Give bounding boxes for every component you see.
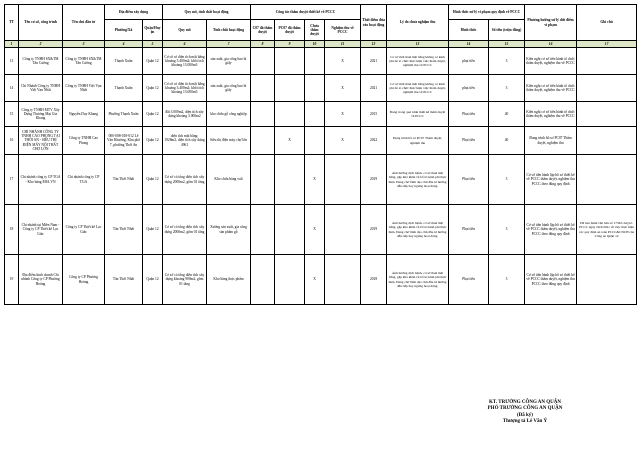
cell-scale: Cơ sở có diện tích mặt bằng khoảng 3.400m2; khối tích khoảng 13.000m3 [163,48,207,75]
header-note: Ghi chú [577,5,637,41]
column-index-14: 14 [449,41,489,48]
cell-name: Địa điểm kinh doanh Chi nhánh Công ty CP Phương Hoàng [19,255,63,305]
cell-name: Chi nhánh tại Miền Nam - Công ty CP Thiết kế Lạc Giác [19,205,63,255]
cell-district: Quận 12 [143,127,163,155]
cell-tt: 13 [5,48,19,75]
cell-amount: 3 [489,155,525,205]
cell-district: Quận 12 [143,48,163,75]
cell-nature: Kho chứa hàng vali [207,155,251,205]
subheader-4: C07 đã thẩm duyệt [251,20,275,41]
cell-pc07 [275,155,305,205]
cell-form: Phạt tiền [449,127,489,155]
cell-pc07 [275,75,305,102]
column-index-9: 9 [275,41,305,48]
cell-pc07 [275,255,305,305]
cell-amount: 3 [489,205,525,255]
signature-block [440,400,610,426]
header-location: Địa điểm xây dựng [105,5,163,20]
header-time: Thời điểm đưa vào hoạt động [361,5,387,41]
cell-none [305,127,325,155]
cell-scale: Cơ sở có tổng diện tích xây dựng khoảng 900m2, gồm 01 tầng [163,255,207,305]
cell-accept [325,205,361,255]
subheader-8: Hình thức [449,20,489,41]
cell-note [577,127,637,155]
cell-pc07 [275,102,305,127]
cell-plan: Cơ sở tiến hành lập hồ sơ thiết kế về PCCC thẩm duyệt, nghiệm thu PCCC theo đúng quy định [525,155,577,205]
pccc-report-table [4,4,637,305]
document-sheet [4,4,636,305]
column-index-11: 11 [325,41,361,48]
column-index-3: 3 [63,41,105,48]
cell-reason: Cơ sở mới thuê mặt bằng không có kinh phí để tổ chức thực hiện việc thẩm duyệt, nghiệm thu về PCCC [387,75,449,102]
cell-accept: X [325,75,361,102]
cell-investor: Công ty TNHH Việt Vạn Nhất [63,75,105,102]
column-index-4: 4 [105,41,143,48]
cell-none [305,75,325,102]
cell-note [577,255,637,305]
cell-accept: X [325,102,361,127]
cell-reason: Cơ sở mới thuê mặt bằng không có kinh phí để tổ chức thực hiện việc thẩm duyệt, nghiệm thu về PCCC [387,48,449,75]
cell-form: phạt tiền [449,48,489,75]
cell-accept [325,255,361,305]
cell-accept [325,155,361,205]
cell-amount: 3 [489,255,525,305]
cell-plan: Đang trình hồ sơ PC07 Thẩm duyệt, nghiệm thu [525,127,577,155]
cell-district: Quận 12 [143,155,163,205]
header-penalty: Hình thức xử lý vi phạm quy định về PCCC [449,5,525,20]
cell-district: Quận 12 [143,255,163,305]
cell-investor: Công ty TNHH Cao Phong [63,127,105,155]
cell-year: 2022 [361,127,387,155]
cell-ward: Thạnh Xuân [105,48,143,75]
cell-ward: Tân Thới Nhất [105,205,143,255]
table-row [5,102,637,127]
cell-note [577,155,637,205]
subheader-3: Tính chất hoạt động [207,20,251,41]
cell-scale: đất 3.000m2, diện tích xây dựng khoảng 3.000m2 [163,102,207,127]
cell-c07 [251,255,275,305]
cell-ward: Tân Thới Nhất [105,155,143,205]
cell-year: 2021 [361,75,387,102]
cell-c07 [251,102,275,127]
signature-signed-note: (Đã ký) [517,412,533,418]
cell-form: Phạt tiền [449,155,489,205]
cell-ward: Tân Thới Nhất [105,255,143,305]
cell-nature: sản xuất, gia công bao bì giấy [207,75,251,102]
cell-none [305,102,325,127]
cell-c07 [251,205,275,255]
cell-investor: Công ty CP Thiết kế Lạc Giác [63,205,105,255]
cell-none [305,48,325,75]
cell-nature: sản xuất, gia công bao bì giấy [207,48,251,75]
cell-investor: Nguyễn Duy Khang [63,102,105,127]
header-plan: Phương hướng xử lý dứt điểm vi phạm [525,5,577,41]
table-row [5,127,637,155]
cell-name: Chi Nhánh Công ty TNHH Việt Vạn Nhất [19,75,63,102]
cell-nature: Siêu thị điện máy chợ lớn [207,127,251,155]
cell-scale: Cơ sở có diện tích mặt bằng khoảng 3.400m2; khối tích khoảng 13.000m3 [163,75,207,102]
column-index-1: 1 [5,41,19,48]
subheader-9: Số tiền (triệu đồng) [489,20,525,41]
cell-plan: Cơ sở tiến hành lập hồ sơ thiết kế về PCCC thẩm duyệt, nghiệm thu PCCC theo đúng quy định [525,205,577,255]
subheader-2: Quy mô [163,20,207,41]
cell-scale: Cơ sở có tổng diện tích xây dựng 2000m2, gồm 01 tầng [163,205,207,255]
signature-deputy-title: PHÓ TRƯỞNG CÔNG AN QUẬN [487,406,563,412]
cell-accept: X [325,127,361,155]
cell-note [577,75,637,102]
cell-district: Quận 12 [143,75,163,102]
cell-scale: diện tích mặt bằng: 1928m2, diện tích xây dựng 4961 [163,127,207,155]
column-index-16: 16 [525,41,577,48]
subheader-5: PC07 đã thẩm duyệt [275,20,305,41]
cell-nature: kho chứa gỗ công nghiệp [207,102,251,127]
cell-pc07 [275,205,305,255]
cell-c07 [251,75,275,102]
cell-district: Quận 12 [143,205,163,255]
signature-name: Thượng tá Lê Văn Ý [502,419,548,425]
cell-tt: 19 [5,255,19,305]
cell-name: Chi nhánh công ty CP TGA - Kho hàng MIA.VN [19,155,63,205]
cell-form: Phạt tiền [449,205,489,255]
cell-reason: Ảnh hưởng dịch bệnh, cơ sở thuê mặt bằng, gặp khó khăn về bố trí kinh phí thực hiện. Đang chờ lãnh đạo chủ đầu tư hướng dẫn tiếp hay ngưng hoạt động. [387,205,449,255]
cell-form: Phạt tiền [449,102,489,127]
subheader-1: Quận/Huyện [143,20,163,41]
column-index-17: 17 [577,41,637,48]
cell-nature: Xưởng sản xuất, gia công sản phẩm gỗ [207,205,251,255]
cell-amount: 3 [489,75,525,102]
column-index-5: 5 [143,41,163,48]
cell-year: 2015 [361,102,387,127]
table-row [5,75,637,102]
signature-title: KT. TRƯỞNG CÔNG AN QUẬN [489,400,561,405]
column-index-13: 13 [387,41,449,48]
cell-form: Phạt tiền [449,255,489,305]
cell-investor: Công ty TNHH SX&TM Tân Cương [63,48,105,75]
cell-district: Quận 12 [143,102,163,127]
cell-year: 2018 [361,255,387,305]
table-header [5,5,637,48]
cell-tt: 17 [5,155,19,205]
cell-tt: 15 [5,102,19,127]
header-pccc: Công tác thẩm duyệt thiết kế về PCCC [251,5,361,20]
cell-tt: 16 [5,127,19,155]
cell-tt: 18 [5,205,19,255]
cell-reason: Đang trình hồ sơ PC07 Thẩm duyệt, nghiệm thu [387,127,449,155]
cell-year: 2021 [361,48,387,75]
header-tt: TT [5,5,19,41]
cell-ward: 000-008-018-012 Lê Văn Khương, Khu phố 7, phường Thới An [105,127,143,155]
cell-plan: Kiến nghị cơ sở tiến hành tổ chức thẩm duyệt, nghiệm thu về PCCC [525,75,577,102]
column-index-2: 2 [19,41,63,48]
cell-form: phạt tiền [449,75,489,102]
column-index-15: 15 [489,41,525,48]
column-index-12: 12 [361,41,387,48]
table-row [5,255,637,305]
column-index-7: 7 [207,41,251,48]
cell-investor: Công ty CP Phương Hoàng [63,255,105,305]
cell-ward: Thạnh Xuân [105,75,143,102]
cell-plan: Cơ sở tiến hành lập hồ sơ thiết kế về PCCC thẩm duyệt, nghiệm thu PCCC theo đúng quy định [525,255,577,305]
cell-amount: 3 [489,48,525,75]
header-investor: Tên chủ đầu tư [63,5,105,41]
cell-amount: 40 [489,127,525,155]
cell-c07 [251,127,275,155]
cell-reason: Đang trong quá trình thiết kế thẩm duyệt về PCCC [387,102,449,127]
subheader-0: Phường/Xã [105,20,143,41]
cell-c07 [251,155,275,205]
cell-pc07 [275,48,305,75]
cell-pc07: X [275,127,305,155]
subheader-7: Nghiệm thu về PCCC [325,20,361,41]
cell-scale: Cơ sở có tổng diện tích xây dựng 2000m2, gồm 01 tầng [163,155,207,205]
cell-name: Công ty TNHH MTV Xây Dựng Thương Mại Gia Khang [19,102,63,127]
header-reason: Lý do chưa nghiệm thu [387,5,449,41]
cell-reason: Ảnh hưởng dịch bệnh, cơ sở thuê mặt bằng, gặp khó khăn về bố trí kinh phí thực hiện. Đang chờ lãnh đạo chủ đầu tư hướng dẫn tiếp hay ngưng hoạt động. [387,155,449,205]
cell-note [577,102,637,127]
cell-year: 2019 [361,155,387,205]
table-row [5,48,637,75]
cell-year: 2019 [361,205,387,255]
cell-amount: 40 [489,102,525,127]
header-name: Tên cơ sở, công trình [19,5,63,41]
cell-note: Đã ban hành văn bản số 1736/CAQ12-PCCC ngày 20/4/2021 về việc thực hiện các quy định an toàn PCCC&CNCH của Công an Quận 12 [577,205,637,255]
cell-nature: Kho hàng thực phẩm [207,255,251,305]
column-index-8: 8 [251,41,275,48]
subheader-6: Chưa thẩm duyệt [305,20,325,41]
cell-reason: Ảnh hưởng dịch bệnh, cơ sở thuê mặt bằng, gặp khó khăn về bố trí kinh phí thực hiện. Đang chờ lãnh đạo chủ đầu tư hướng dẫn tiếp hay ngưng hoạt động. [387,255,449,305]
cell-none: X [305,155,325,205]
cell-accept: X [325,48,361,75]
cell-plan: Kiến nghị cơ sở tiến hành tổ chức thẩm duyệt, nghiệm thu về PCCC [525,48,577,75]
table-body [5,48,637,305]
cell-name: Công ty TNHH SX&TM Tân Cương [19,48,63,75]
cell-ward: Phường Thạnh Xuân [105,102,143,127]
cell-plan: Kiến nghị cơ sở tiến hành tổ chức thẩm duyệt, nghiệm thu về PCCC [525,102,577,127]
cell-c07 [251,48,275,75]
column-index-6: 6 [163,41,207,48]
table-row [5,155,637,205]
cell-none: X [305,255,325,305]
cell-investor: Chi nhánh công ty CP TGA [63,155,105,205]
cell-note [577,48,637,75]
table-row [5,205,637,255]
header-scale: Quy mô, tính chất hoạt động [163,5,251,20]
cell-tt: 14 [5,75,19,102]
column-index-10: 10 [305,41,325,48]
cell-name: CHI NHÁNH CÔNG TY TNHH CAO PHONG TẠI THỚI AN - SIÊU THỊ ĐIỆN MÁY NỘI THẤT CHỢ LỚN [19,127,63,155]
cell-none: X [305,205,325,255]
